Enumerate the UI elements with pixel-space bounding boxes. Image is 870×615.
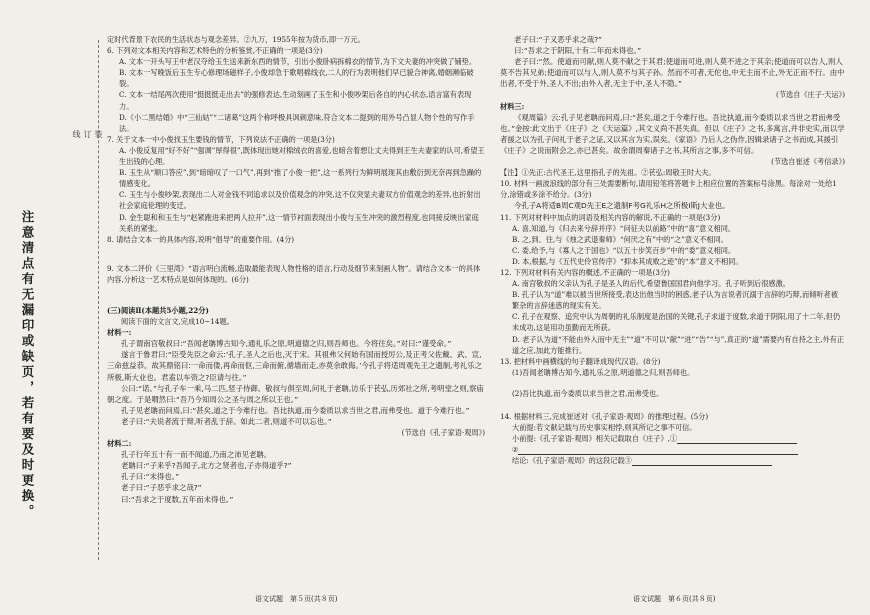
q11-option-d: D. 本,根据,与《五代史伶官传序》“抑本其成败之迹”的“本”意义不相同。 [512, 256, 743, 266]
gutter-label-3: 线 [72, 130, 81, 138]
q14-conclusion [500, 455, 845, 466]
q14-conclusion-text: 结论:《孔子家语·观周》的这段记载③ [512, 456, 632, 466]
material-2-para-3: 孔子曰:“未得也。” [121, 472, 180, 482]
material-2-source: (节选自《庄子·天运》) [776, 90, 845, 100]
q6-option-c: C. 文本一结尾两次使用“挺挺挺走出去”的强修表达,生动刻画了玉生和小俊吵架后各自的内心状态,语言富有表现力。 [119, 90, 472, 111]
q11-option-c: C. 委,给予,与《寡人之于国也》“以五十步笑百步”中的“委”意义相同。 [512, 245, 736, 255]
footer-right: 语文试题 第６页(共８页) [633, 595, 716, 603]
material-3-source: (节选自崔述《考信录》) [771, 157, 845, 167]
gutter-label-1: 装 [94, 130, 103, 138]
section-3-intro: 阅读下面的文言文,完成10~14题。 [121, 317, 234, 327]
q6-option-a: A. 文本一开头写王中老汉夺给玉生送来新东西的情节，引出小俊卧病拆棉衣的情节,为下文夫妻的冲突做了铺垫。 [119, 57, 477, 67]
q14-minor-premise [500, 433, 845, 444]
material-2-para-8: 老子曰:“然。使道而可献,则人莫不献之于其君;使道而可进,则人莫不进之于其亲;使道而可以告人,则人莫不告其兄弟;使道而可以与人,则人莫不与其子孙。然而不可者,无佗也,中无主而不止,外无正而不行。由中出者,不受于外,圣人不出;由外入者,无主于中,圣人不隐。” [500, 57, 845, 89]
material-2-para-5: 曰:“吾求之于度数,五年而未得也。” [121, 494, 234, 504]
q7-option-a: A. 小俊反复用“好不好”“强调”厚得很”,既体现出她对棉绒衣的喜爱,也暗含着想让丈夫得到王生夫妻家的认可,希望王生出钱的心理。 [119, 145, 485, 167]
binding-gutter [72, 130, 104, 233]
material-1-para-2: 遂言于鲁君曰:“臣受先臣之命云:‘孔子,圣人之后也,灭于宋。其祖弗父何始有国而授厉公,及正考父佐戴、武、宣,三命兹益恭。故其鼎铭曰:一命而偻,再命而伛,三命而俯,循墙而走,亦莫余敢侮。’今孔子将适周观先王之遗制,考礼乐之所极,斯大业也。君盍以车资之?臣请与往。” [107, 350, 483, 382]
material-1-para-5: 老子曰:“夫说者流于辩,听者乱于辞。如此二者,则道不可以忘也。” [121, 416, 332, 426]
q12-option-d: D. 老子认为道“不能由外入而中无主”“道”不可以“献”“进”“告”“与”,真正的“道”需要内有自持之主,外有正道之应,加此方能推行。 [512, 334, 845, 355]
section-3-title: (三)阅读Ⅱ(本题共5小题,22分) [107, 305, 209, 315]
question-13: 13. 把材料中画横线的句子翻译成现代汉语。(8分) [500, 356, 661, 366]
question-10: 10. 材料一画波浪线的部分有三处需要断句,请用铅笔将答题卡上相应位置的答案标号涂黑。每涂对一处给1分,涂错或多涂不给分。(3分) [500, 179, 837, 200]
material-2-para-4: 老子曰:“子恶乎求之哉?” [121, 483, 202, 493]
material-1-para-3: 公曰:“诺。”与孔子车一乘,马二匹,竖子侍御。敬叔与俱至周,问礼于老聃,访乐于苌弘,历郊社之所,考明堂之则,察庙朝之度。于是喟然曰:“吾乃今知周公之圣与周之所以王也。” [107, 383, 484, 404]
side-note: 注意清点有无漏印或缺页，若有要及时更换。 [20, 210, 35, 520]
right-page [500, 34, 845, 466]
question-11: 11. 下列对材料中加点的词语及相关内容的解说,不正确的一项是(3分) [500, 212, 721, 222]
binding-line [98, 40, 99, 560]
material-2-para-6: 老子曰:“子又恶乎求之哉?” [514, 35, 602, 44]
question-7: 7. 关于文本一中小俊找玉生要钱的情节，下列说法不正确的一项是(3分) [107, 134, 335, 144]
material-2-para-1: 孔子行年五十有一而不闻道,乃南之沛见老聃。 [121, 450, 272, 460]
material-2-para-7: 曰:“吾求之于阴阳,十有二年而未得也。” [514, 46, 642, 56]
question-12: 12. 下列对材料有关内容的概述,不正确的一项是(3分) [500, 267, 670, 277]
answer-blank-3[interactable] [632, 457, 772, 466]
question-6: 6. 下列对文本相关内容和艺术特色的分析鉴赏,不正确的一项是(3分) [107, 46, 323, 56]
q12-option-b: B. 孔子认为“道”难以被当世所接受,表达出他当时的困惑,老子认为言说者沉溺于言辞的巧辩,而倾听者被繁杂的言辞迷惑的现实有关。 [512, 290, 838, 311]
material-2-title: 材料二: [107, 439, 132, 449]
q10-sentence: 今孔子A将适B周C观D先王E之遗制F考G礼乐H之所极I斯J大业也。 [514, 201, 730, 211]
q14-minor-premise-text: 小前提:《孔子家语·观周》相关记载取自《庄子》,① [512, 434, 678, 444]
material-3-para-1: 《观周篇》云:孔子见老聃而问焉,曰:“甚矣,道之于今难行也。吾比执道,而今委质以求当世之君而弗受也。”金按:此文出于《庄子》之《天运篇》,其文义尚不甚失真。但以《庄子》之书,多寓言,并非史实,而以学者援之以为孔子问礼于老子之证,又以其言为实,误矣。《家语》乃后人之伪作,因辑录诸子之书而成,其援引《庄子》之说而附会之,亦已甚矣。故余谓周秦诸子之书,其所言之事,多不可信。 [500, 112, 845, 155]
q11-option-a: A. 喜,知道,与《归去来兮辞并序》“问征夫以前路”中的“喜”意义相同。 [512, 223, 736, 233]
gutter-label-2: 订 [83, 130, 92, 138]
material-1-para-1: 孔子谓南宫敬叔曰:“吾闻老聃博古知今,通礼乐之原,明道德之归,则吾师也。今将往矣。”对曰:“谨受命。” [121, 339, 452, 349]
material-3-title: 材料三: [500, 101, 525, 111]
intro-note: 定时代背景下农民的生活状态与观念差异。②九万，1955年按为货币,即一万元。 [107, 35, 365, 44]
question-14: 14. 根据材料三,完成崔述对《孔子家语·观周》的推理过程。(5分) [500, 412, 709, 421]
annotation-note: 【注】①先正:古代圣王,这里指孔子的先祖。②苌弘:周敬王时大夫。 [500, 168, 716, 178]
q12-option-a: A. 南宫敬叔的父亲认为孔子是圣人的后代,希望鲁国国君向他学习。孔子听到后很感激。 [512, 279, 790, 289]
answer-blank-2[interactable] [518, 446, 798, 455]
material-2-para-2: 老聃曰:“子来乎?吾闻子,北方之贤者也,子亦得道乎?” [121, 461, 292, 471]
material-1-source: (节选自《孔子家语·观周》) [401, 428, 485, 437]
q14-line-2-label: ② [512, 445, 519, 455]
q7-option-b: B. 玉生从“顺口答应”,到“暗暗叹了一口气”,再到“推了小俊一把”,这一系列行为鲜明展现其由敷衍到无奈再到急躁的情感变化。 [119, 168, 482, 189]
q7-option-c: C. 玉生与小俊吵架,表现出二人对金钱不同追求以及价值观念的冲突,这不仅突显夫妻双方价值观念的差异,也折射出社会家庭伦理的变迁。 [119, 190, 481, 211]
question-8: 8. 请结合文本一的具体内容,说明“倡导”的重要作用。(4分) [107, 234, 295, 244]
left-page [107, 34, 485, 505]
q6-option-b: B. 文本一写晚饭后玉生专心修理场磁样子,小俊却急于歌唱棉线衣,二人的行为表明他们早已貌合神离,婚姻濒临破裂。 [119, 68, 474, 89]
q11-option-b: B. 之,到、往,与《烛之武退秦师》“何厌之有”中的“之”意义不相同。 [512, 234, 728, 244]
q13-sentence-2: (2)吾比执道,而今委质以求当世之君,而弗受也。 [512, 388, 664, 398]
answer-blank-1[interactable] [677, 435, 797, 444]
q12-option-c: C. 孔子在观察、追究中认为周朝的礼乐制度是治国的关键,孔子求道于度数,求道于阴阳,用了十二年,但仍未成功,这是用功虽勤而无所获。 [512, 312, 841, 333]
material-1-title: 材料一: [107, 328, 132, 338]
q14-line-2 [500, 444, 845, 455]
footer-left: 语文试题 第５页(共８页) [255, 595, 338, 603]
q13-sentence-1: (1)吾闻老聃博古知今,通礼乐之原,明道德之归,则吾师也。 [512, 367, 695, 377]
material-1-para-4: 孔子见老聃而问焉,曰:“甚矣,道之于今难行也。吾比执道,而今委质以求当世之君,而弗受也。道于今难行也。” [121, 405, 470, 415]
question-9: 9. 文本二评价《三里湾》“语言明白流畅,造取最能表现人物性格的语言,行动及细节来刻画人物”。请结合文本一的具体内容,分析这一艺术特点是如何体现的。(6分) [107, 263, 481, 284]
q14-major-premise: 大前提:若文献记载与历史事实相悖,则其所记之事不可信。 [512, 423, 697, 433]
q7-option-d: D. 金生聪和和玉生与“赵紧跑进来把两人拉开”,这一情节衬面表现出小俊与玉生冲突的激烈程度,也同接反映出家庭关系的紧张。 [119, 212, 479, 233]
q6-option-d: D.《小二黑结婚》中“三仙姑”“二诸葛”这两个称呼极具讽刺意味,符合文本二提到的用外号凸显人物个性的写作手法。 [119, 112, 475, 133]
